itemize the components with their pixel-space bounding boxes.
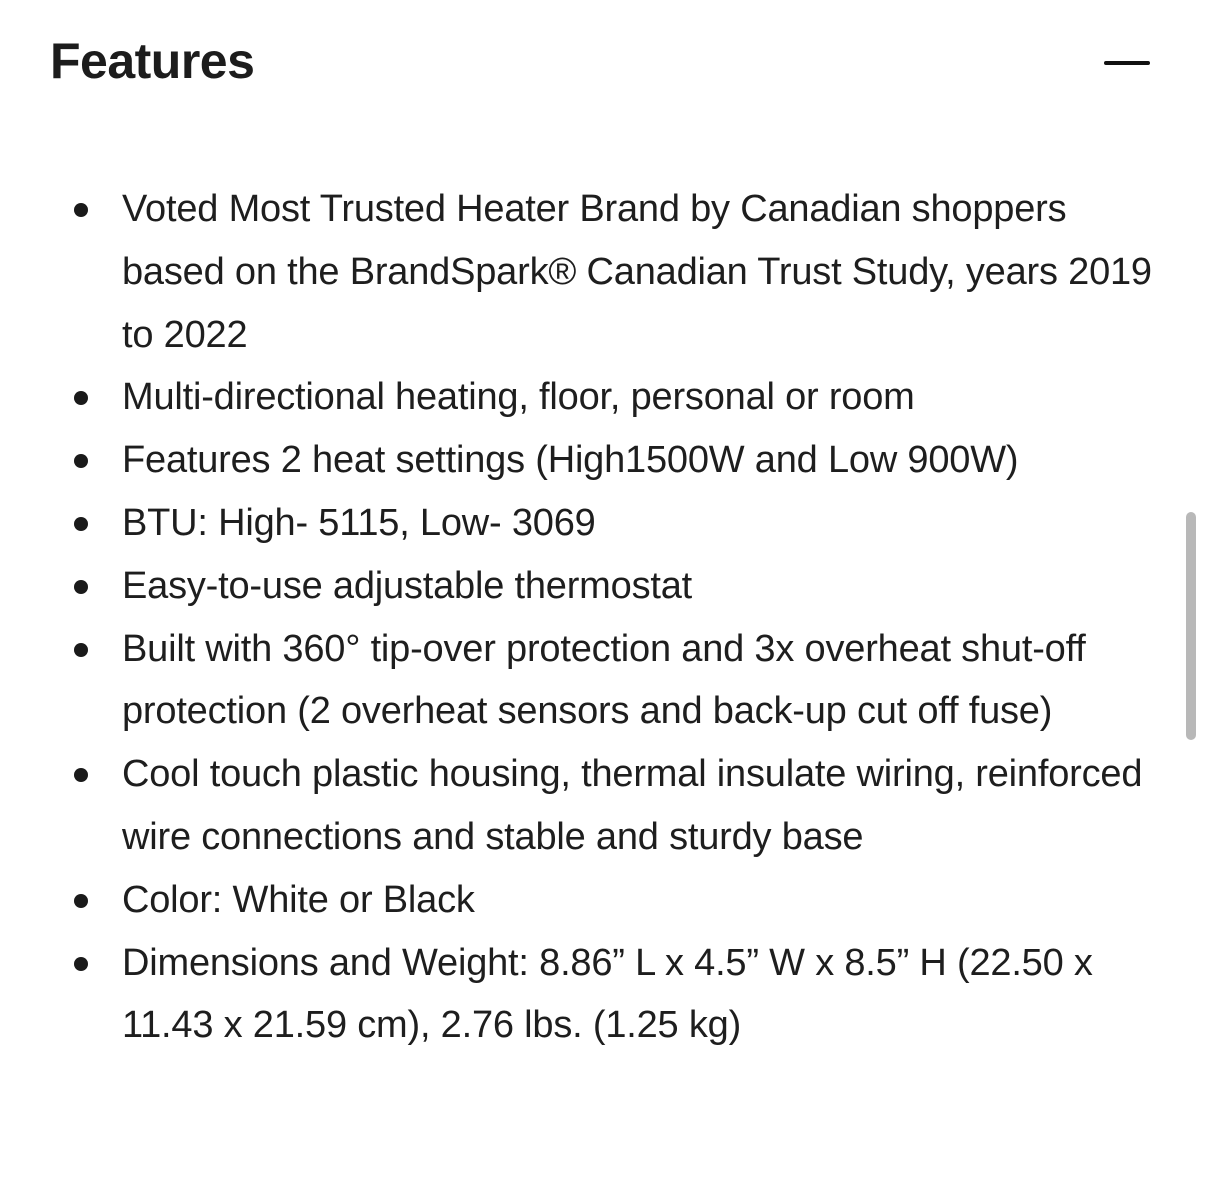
feature-text: Voted Most Trusted Heater Brand by Canadian shoppers based on the BrandSpark® Canadian Trust Study, years 2019 to 2022 xyxy=(122,188,1152,356)
list-item xyxy=(70,743,1160,869)
features-header[interactable] xyxy=(50,28,1154,94)
collapse-button[interactable] xyxy=(1102,46,1154,80)
feature-text: Color: White or Black xyxy=(122,878,475,921)
list-item xyxy=(70,178,1160,366)
section-title: Features xyxy=(50,33,255,89)
feature-text: Features 2 heat settings (High1500W and Low 900W) xyxy=(122,439,1019,482)
feature-text: Dimensions and Weight: 8.86” L x 4.5” W x 8.5” H (22.50 x 11.43 x 21.59 cm), 2.76 lbs. (1.25 kg) xyxy=(122,941,1093,1047)
bullet-icon xyxy=(74,580,88,594)
feature-text: Cool touch plastic housing, thermal insulate wiring, reinforced wire connections and stable and sturdy base xyxy=(122,753,1143,858)
list-item xyxy=(70,429,1160,492)
feature-text: BTU: High- 5115, Low- 3069 xyxy=(122,501,596,544)
list-item xyxy=(70,555,1160,618)
list-item xyxy=(70,366,1160,429)
feature-text: Multi-directional heating, floor, personal or room xyxy=(122,376,915,419)
list-item xyxy=(70,869,1160,932)
features-list xyxy=(70,178,1160,1057)
bullet-icon xyxy=(74,454,88,468)
minus-icon xyxy=(1104,61,1150,65)
bullet-icon xyxy=(74,643,88,657)
bullet-icon xyxy=(74,203,88,217)
feature-text: Built with 360° tip-over protection and 3x overheat shut-off protection (2 overheat sensors and back-up cut off fuse) xyxy=(122,627,1086,733)
feature-text: Easy-to-use adjustable thermostat xyxy=(122,564,693,607)
list-item xyxy=(70,618,1160,744)
scrollbar-thumb[interactable] xyxy=(1186,512,1196,740)
bullet-icon xyxy=(74,957,88,971)
list-item xyxy=(70,932,1160,1058)
bullet-icon xyxy=(74,517,88,531)
list-item xyxy=(70,492,1160,555)
bullet-icon xyxy=(74,768,88,782)
bullet-icon xyxy=(74,391,88,405)
bullet-icon xyxy=(74,894,88,908)
